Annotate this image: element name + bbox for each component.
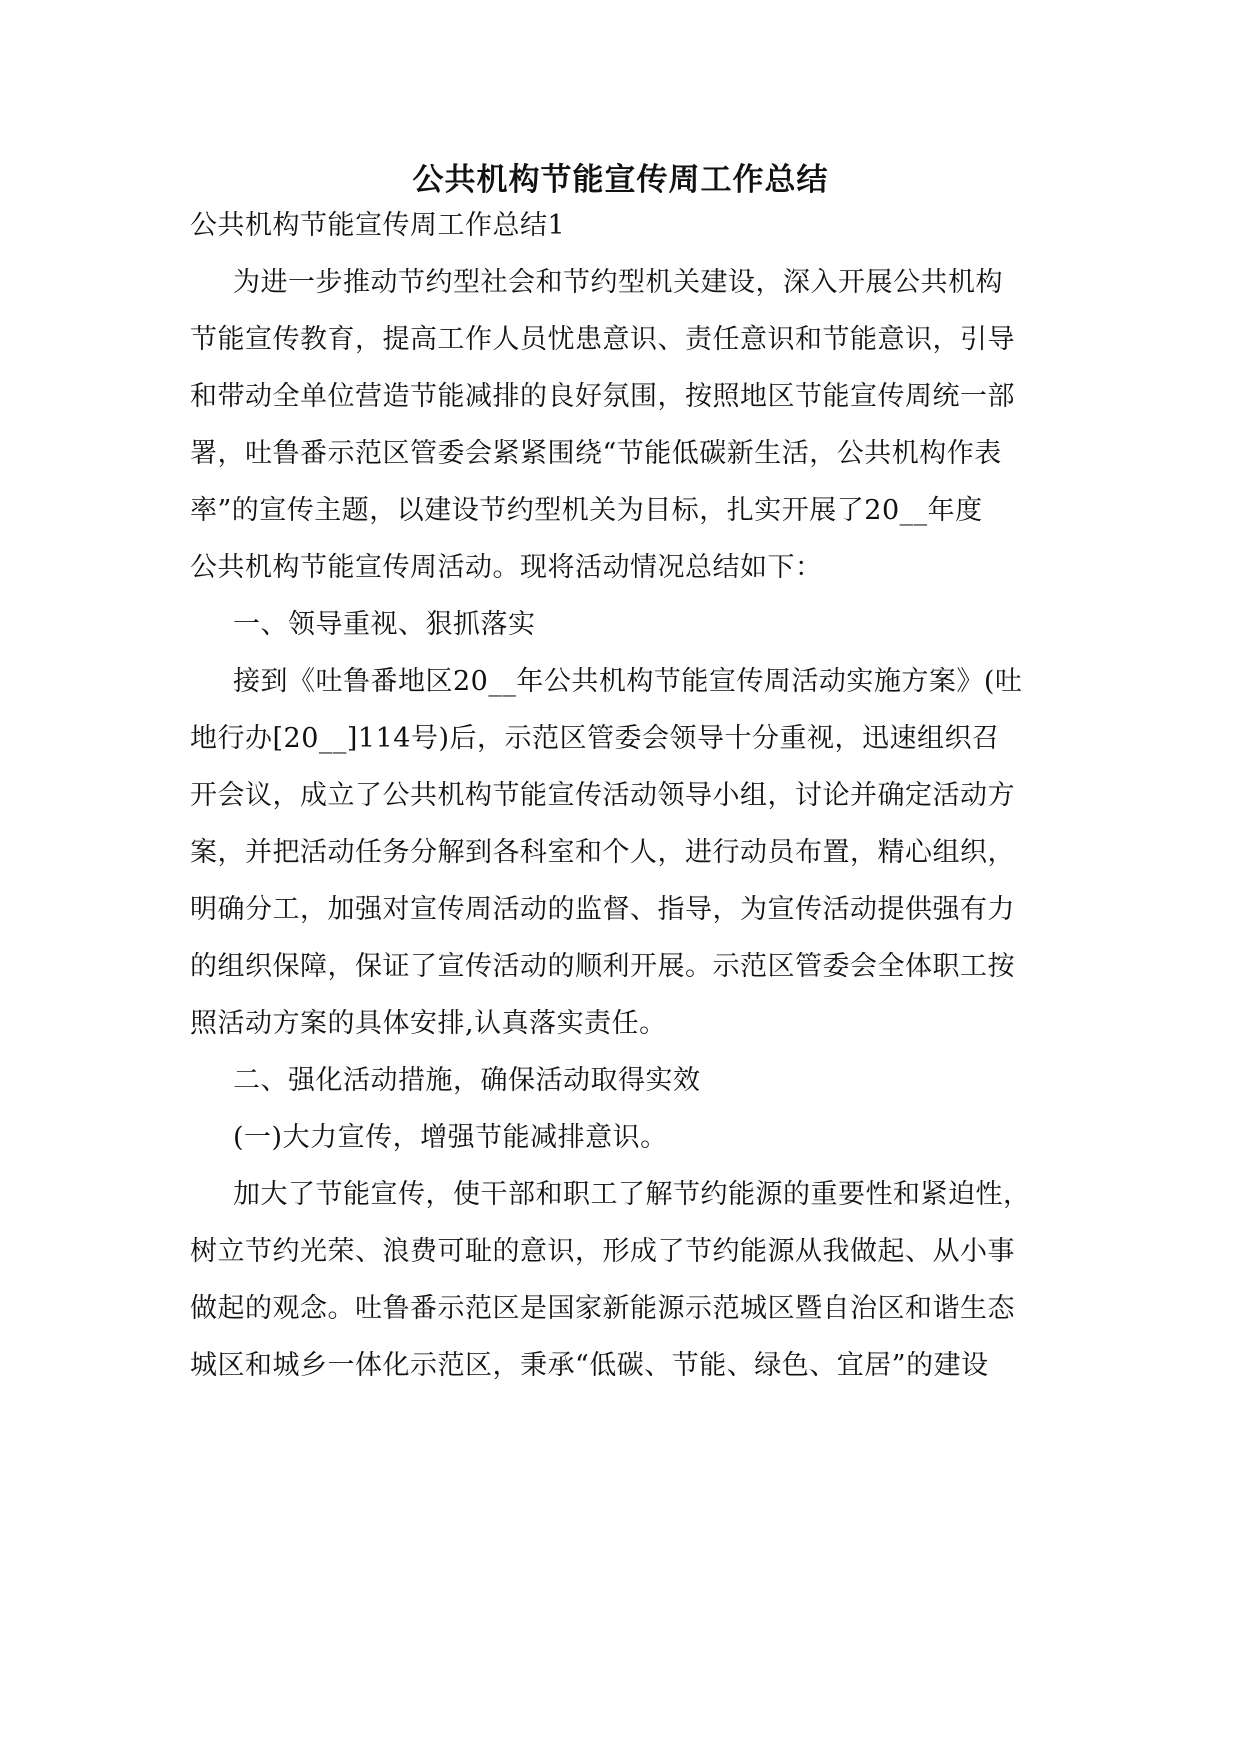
paragraph-line: 地行办[20__]114号)后，示范区管委会领导十分重视，迅速组织召 xyxy=(190,723,1000,754)
paragraph-line: 做起的观念。吐鲁番示范区是国家新能源示范城区暨自治区和谐生态 xyxy=(190,1293,1015,1324)
paragraph-line: 接到《吐鲁番地区20__年公共机构节能宣传周活动实施方案》(吐 xyxy=(233,666,1023,697)
paragraph-line: 的组织保障，保证了宣传活动的顺利开展。示范区管委会全体职工按 xyxy=(190,951,1015,982)
paragraph-line: 署，吐鲁番示范区管委会紧紧围绕“节能低碳新生活，公共机构作表 xyxy=(190,438,1002,469)
paragraph-line: 加大了节能宣传，使干部和职工了解节约能源的重要性和紧迫性， xyxy=(233,1179,1031,1210)
paragraph-line: 和带动全单位营造节能减排的良好氛围，按照地区节能宣传周统一部 xyxy=(190,381,1015,412)
paragraph-line: 开会议，成立了公共机构节能宣传活动领导小组，讨论并确定活动方 xyxy=(190,780,1015,811)
section-heading: 一、领导重视、狠抓落实 xyxy=(233,609,536,640)
paragraph-line: 公共机构节能宣传周活动。现将活动情况总结如下： xyxy=(190,552,823,583)
paragraph-line: 城区和城乡一体化示范区，秉承“低碳、节能、绿色、宜居”的建设 xyxy=(190,1350,989,1381)
document-title: 公共机构节能宣传周工作总结 xyxy=(412,162,829,198)
document-subtitle: 公共机构节能宣传周工作总结1 xyxy=(190,210,566,241)
paragraph-line: 树立节约光荣、浪费可耻的意识，形成了节约能源从我做起、从小事 xyxy=(190,1236,1015,1267)
paragraph-line: 节能宣传教育，提高工作人员忧患意识、责任意识和节能意识，引导 xyxy=(190,324,1015,355)
paragraph-line: 率”的宣传主题，以建设节约型机关为目标，扎实开展了20__年度 xyxy=(190,495,983,526)
section-heading: 二、强化活动措施，确保活动取得实效 xyxy=(233,1065,701,1096)
paragraph-line: 照活动方案的具体安排,认真落实责任。 xyxy=(190,1008,667,1039)
subsection-heading: (一)大力宣传，增强节能减排意识。 xyxy=(233,1122,668,1153)
paragraph-line: 明确分工，加强对宣传周活动的监督、指导，为宣传活动提供强有力 xyxy=(190,894,1015,925)
paragraph-line: 为进一步推动节约型社会和节约型机关建设，深入开展公共机构 xyxy=(233,267,1003,298)
paragraph-line: 案，并把活动任务分解到各科室和个人，进行动员布置，精心组织， xyxy=(190,837,1015,868)
